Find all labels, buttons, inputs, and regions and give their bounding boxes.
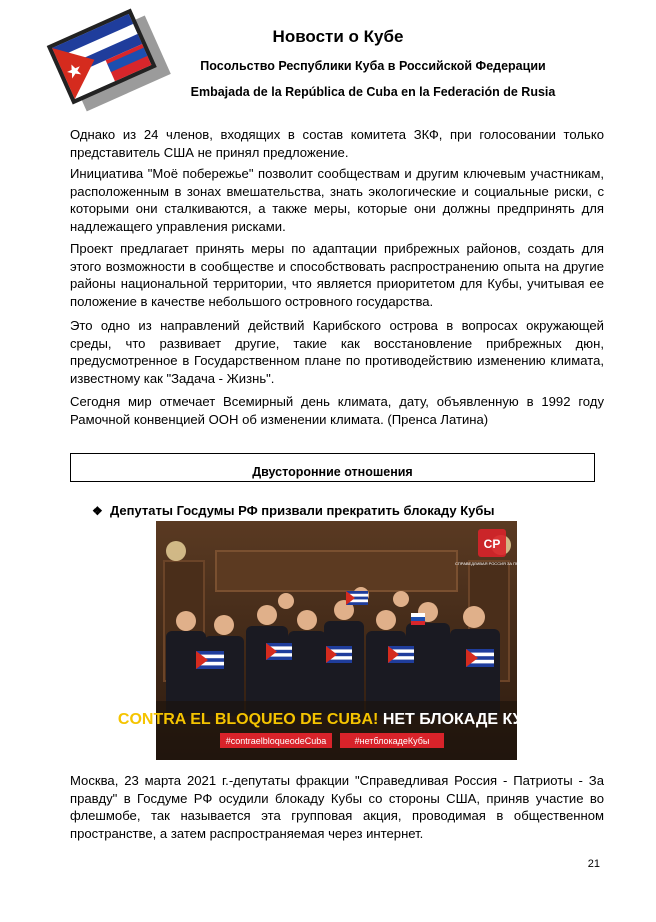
party-logo-text: СР bbox=[483, 537, 501, 551]
paragraph: Проект предлагает принять меры по адаптации прибрежных районов, создать для этого возможности в сообществе и способствовать распространению опыта на другие районы национальной территории, что является приоритетом для Кубы, учитывая ее положение в качестве небольшого островного государства. bbox=[70, 241, 604, 309]
section-title: Двусторонние отношения bbox=[252, 465, 413, 479]
paragraph: Однако из 24 членов, входящих в состав комитета ЗКФ, при голосовании только представитель США не принял предложение. bbox=[70, 127, 604, 160]
paragraph: Сегодня мир отмечает Всемирный день климата, дату, объявленную в 1992 году Рамочной конвенцией ООН об изменении климата. (Пренса Латина) bbox=[70, 394, 604, 427]
article-headline-row bbox=[92, 503, 612, 518]
article-headline: Депутаты Госдумы РФ призвали прекратить блокаду Кубы bbox=[110, 503, 495, 518]
paragraph: Инициатива "Моё побережье" позволит сообществам и другим ключевым участникам, расположенным в зонах вмешательства, знать экологические и социальные риски, с которыми они сталкиваются, а также меры, которые они должны предпринять для надлежащего управления рисками. bbox=[70, 166, 604, 234]
hashtag-ru: #нетблокадеКубы bbox=[354, 736, 430, 746]
paragraph: Это одно из направлений действий Карибского острова в вопросах окружающей среды, что развивает другие, такие как восстановление прибрежных дюн, предусмотренное в Государственном плане по противодействию изменению климата, известному как "Задача - Жизнь". bbox=[70, 318, 604, 386]
article-body: Москва, 23 марта 2021 г.-депутаты фракции "Справедливая Россия - Патриоты - За правду" в Госдуме РФ осудили блокаду Кубы со стороны США, приняв участие во флешмобе, так называется эта групповая акция, проводимая в общественном пространстве, а затем распространяемая через интернет. bbox=[70, 773, 604, 841]
newsletter-title: Новости о Кубе bbox=[272, 27, 404, 46]
photo-banner-es bbox=[118, 711, 555, 728]
page-number: 21 bbox=[587, 858, 600, 870]
diamond-bullet-icon: ❖ bbox=[92, 504, 103, 518]
cuba-russia-flag-icon bbox=[44, 18, 152, 118]
photo-banner-ru-part: НЕТ БЛОКАДЕ КУБЫ! bbox=[382, 711, 556, 728]
photo-illustration bbox=[117, 521, 556, 760]
embassy-name-es: Embajada de la República de Cuba en la Federación de Rusia bbox=[190, 85, 556, 99]
article-photo bbox=[117, 521, 556, 760]
hashtag-es: #contraelbloqueodeCuba bbox=[225, 736, 327, 746]
photo-banner-es-part: CONTRA EL BLOQUEO DE CUBA! bbox=[117, 711, 383, 728]
party-logo-subtext: СПРАВЕДЛИВАЯ РОССИЯ ЗА ПРАВДУ bbox=[455, 561, 529, 566]
embassy-name-ru: Посольство Республики Куба в Российской Федерации bbox=[200, 59, 546, 73]
section-header-box bbox=[70, 453, 595, 482]
